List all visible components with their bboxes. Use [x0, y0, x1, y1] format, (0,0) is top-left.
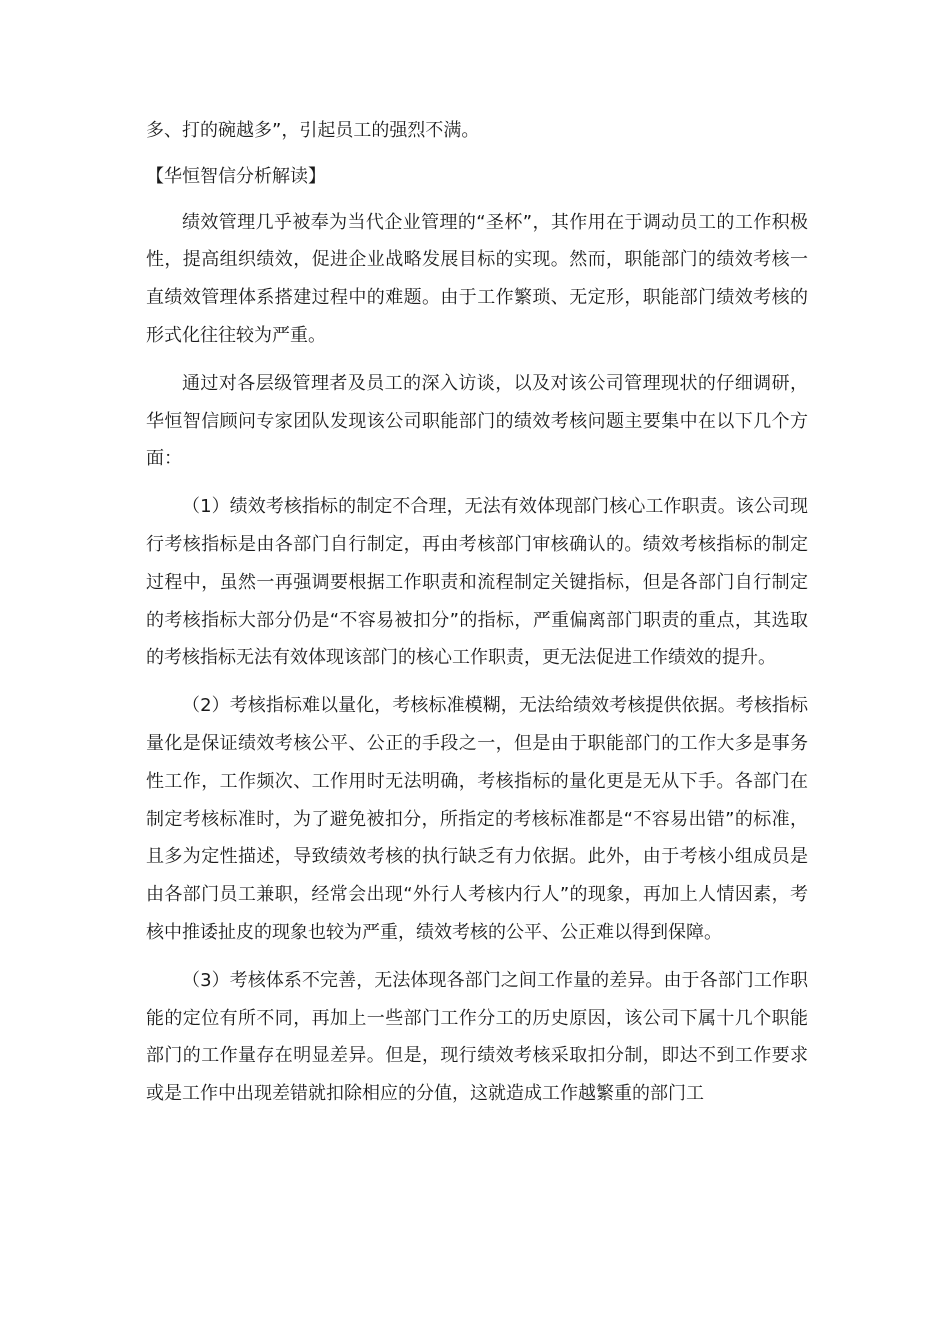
- paragraph-continuation: 多、打的碗越多”，引起员工的强烈不满。: [146, 120, 480, 141]
- paragraph-point-2: （2）考核指标难以量化，考核标准模糊，无法给绩效考核提供依据。考核指标量化是保证绩效考核公平、公正的手段之一，但是由于职能部门的工作大多是事务性工作，工作频次、工作用时无法明确，考核指标的量化更是无从下手。各部门在制定考核标准时，为了避免被扣分，所指定的考核标准都是“不容易出错”的标准，且多为定性描述，导致绩效考核的执行缺乏有力依据。此外，由于考核小组成员是由各部门员工兼职，经常会出现“外行人考核内行人”的现象，再加上人情因素，考核中推诿扯皮的现象也较为严重，绩效考核的公平、公正难以得到保障。: [146, 695, 808, 943]
- paragraph-findings: 通过对各层级管理者及员工的深入访谈，以及对该公司管理现状的仔细调研，华恒智信顾问专家团队发现该公司职能部门的绩效考核问题主要集中在以下几个方面：: [146, 372, 808, 470]
- document-body: [146, 112, 808, 1113]
- paragraph-intro: 绩效管理几乎被奉为当代企业管理的“圣杯”，其作用在于调动员工的工作积极性，提高组织绩效，促进企业战略发展目标的实现。然而，职能部门的绩效考核一直绩效管理体系搭建过程中的难题。由于工作繁琐、无定形，职能部门绩效考核的形式化往往较为严重。: [146, 211, 808, 346]
- section-heading: 【华恒智信分析解读】: [146, 165, 326, 187]
- paragraph-point-3: （3）考核体系不完善，无法体现各部门之间工作量的差异。由于各部门工作职能的定位有所不同，再加上一些部门工作分工的历史原因，该公司下属十几个职能部门的工作量存在明显差异。但是，现行绩效考核采取扣分制，即达不到工作要求或是工作中出现差错就扣除相应的分值，这就造成工作越繁重的部门工: [146, 969, 808, 1105]
- paragraph-point-1: （1）绩效考核指标的制定不合理，无法有效体现部门核心工作职责。该公司现行考核指标是由各部门自行制定，再由考核部门审核确认的。绩效考核指标的制定过程中，虽然一再强调要根据工作职责和流程制定关键指标，但是各部门自行制定的考核指标大部分仍是“不容易被扣分”的指标，严重偏离部门职责的重点，其选取的考核指标无法有效体现该部门的核心工作职责，更无法促进工作绩效的提升。: [146, 496, 808, 669]
